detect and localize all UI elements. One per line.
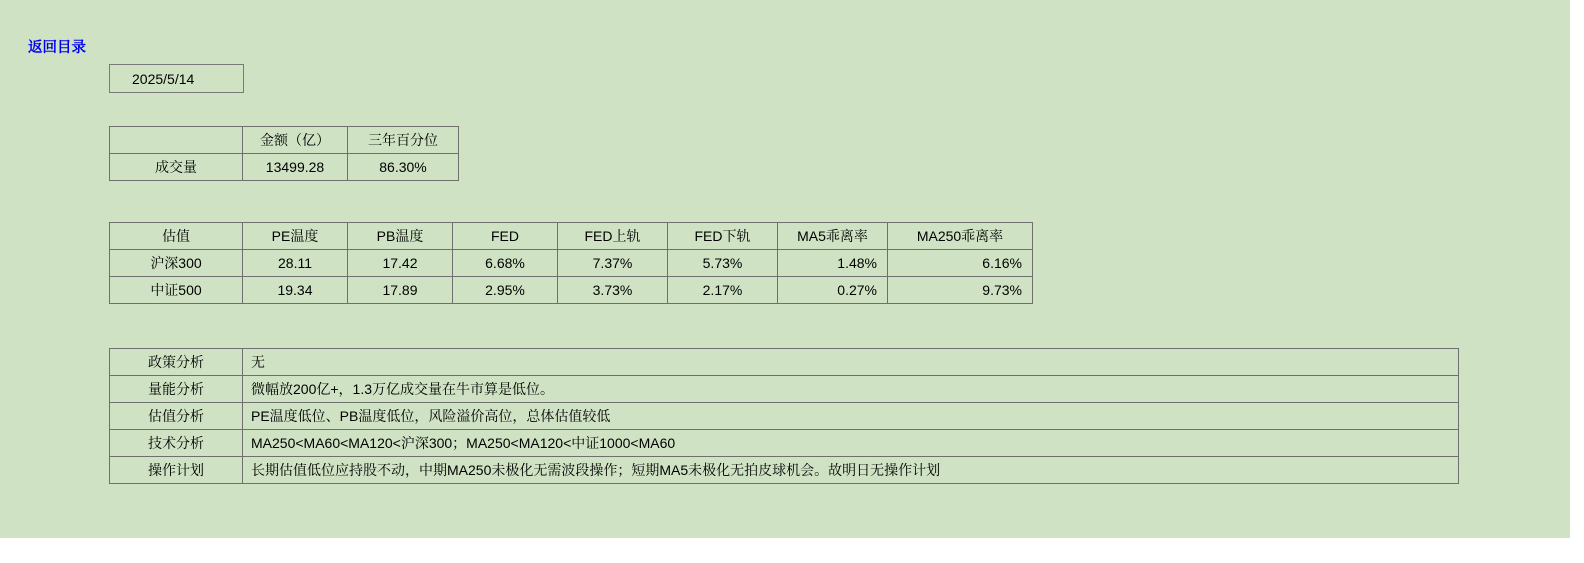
valuation-table [109, 222, 1033, 304]
analysis-value-valuation: PE温度低位、PB温度低位，风险溢价高位，总体估值较低 [243, 403, 1459, 430]
analysis-value-plan: 长期估值低位应持股不动，中期MA250未极化无需波段操作；短期MA5未极化无拍皮球机会。故明日无操作计划 [243, 457, 1459, 484]
table-row [110, 376, 1459, 403]
valuation-fed-lower: 5.73% [668, 250, 778, 277]
valuation-ma5-bias: 0.27% [778, 277, 888, 304]
volume-header-amount: 金额（亿） [243, 127, 348, 154]
valuation-fed-upper: 3.73% [558, 277, 668, 304]
analysis-value-technical: MA250<MA60<MA120<沪深300；MA250<MA120<中证1000<MA60 [243, 430, 1459, 457]
valuation-header-index: 估值 [110, 223, 243, 250]
valuation-ma250-bias: 6.16% [888, 250, 1033, 277]
valuation-header-pb: PB温度 [348, 223, 453, 250]
table-row [110, 223, 1033, 250]
table-row [110, 154, 459, 181]
analysis-label-volume: 量能分析 [110, 376, 243, 403]
valuation-row-label: 沪深300 [110, 250, 243, 277]
table-row [110, 250, 1033, 277]
date-value: 2025/5/14 [132, 70, 195, 87]
valuation-fed: 6.68% [453, 250, 558, 277]
table-row [110, 457, 1459, 484]
valuation-pe: 19.34 [243, 277, 348, 304]
valuation-row-label: 中证500 [110, 277, 243, 304]
analysis-label-valuation: 估值分析 [110, 403, 243, 430]
analysis-label-policy: 政策分析 [110, 349, 243, 376]
table-row [110, 430, 1459, 457]
valuation-header-fed-upper: FED上轨 [558, 223, 668, 250]
analysis-label-plan: 操作计划 [110, 457, 243, 484]
volume-header-percentile: 三年百分位 [348, 127, 459, 154]
valuation-header-fed: FED [453, 223, 558, 250]
analysis-label-technical: 技术分析 [110, 430, 243, 457]
table-row [110, 349, 1459, 376]
analysis-value-policy: 无 [243, 349, 1459, 376]
volume-header-blank [110, 127, 243, 154]
analysis-table [109, 348, 1459, 484]
valuation-pe: 28.11 [243, 250, 348, 277]
table-row [110, 277, 1033, 304]
valuation-fed-upper: 7.37% [558, 250, 668, 277]
table-row [110, 403, 1459, 430]
valuation-ma5-bias: 1.48% [778, 250, 888, 277]
valuation-fed-lower: 2.17% [668, 277, 778, 304]
back-to-contents-link[interactable]: 返回目录 [28, 40, 86, 56]
volume-percentile-value: 86.30% [348, 154, 459, 181]
valuation-header-ma250-bias: MA250乖离率 [888, 223, 1033, 250]
analysis-value-volume: 微幅放200亿+，1.3万亿成交量在牛市算是低位。 [243, 376, 1459, 403]
volume-amount-value: 13499.28 [243, 154, 348, 181]
table-row [110, 127, 459, 154]
valuation-ma250-bias: 9.73% [888, 277, 1033, 304]
valuation-fed: 2.95% [453, 277, 558, 304]
valuation-header-fed-lower: FED下轨 [668, 223, 778, 250]
valuation-pb: 17.42 [348, 250, 453, 277]
valuation-pb: 17.89 [348, 277, 453, 304]
volume-table [109, 126, 459, 181]
valuation-header-ma5-bias: MA5乖离率 [778, 223, 888, 250]
valuation-header-pe: PE温度 [243, 223, 348, 250]
date-cell[interactable] [109, 64, 244, 93]
volume-row-label: 成交量 [110, 154, 243, 181]
